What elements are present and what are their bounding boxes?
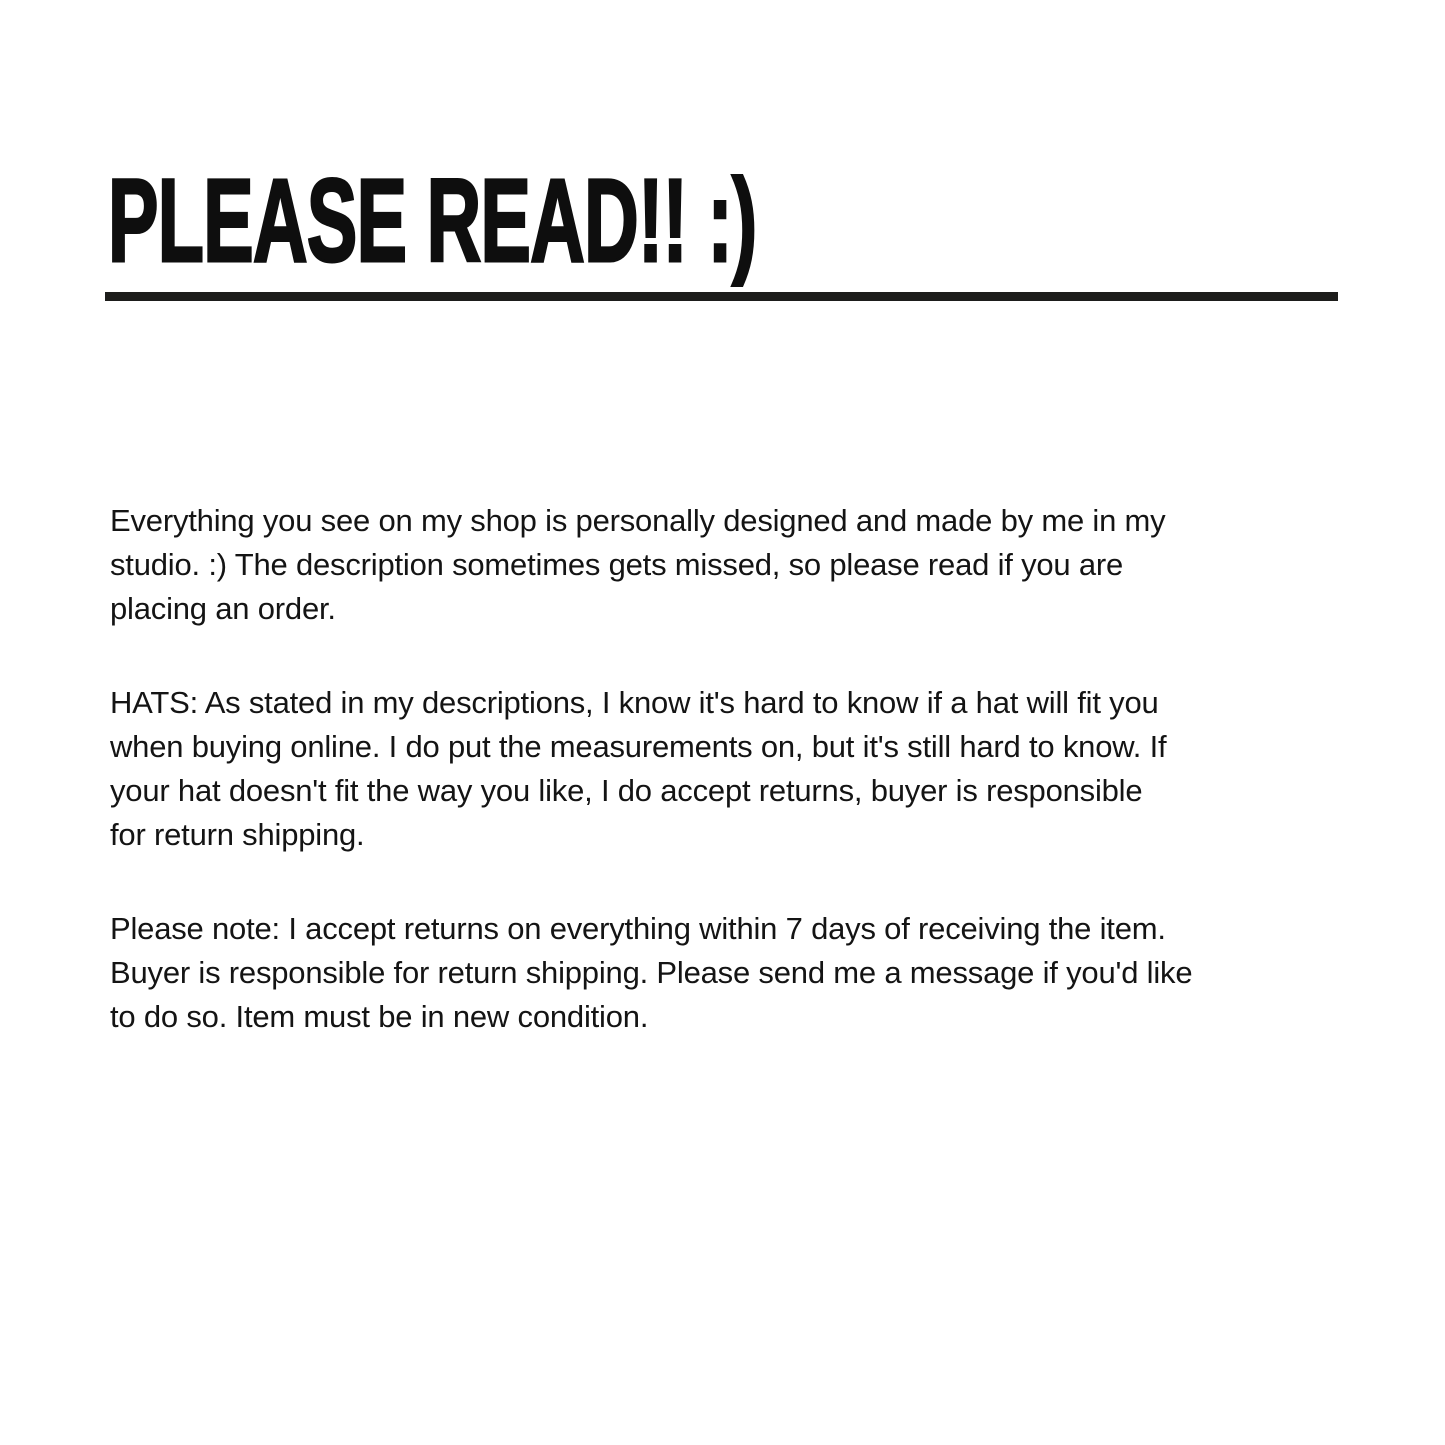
text-line: to do so. Item must be in new condition.: [110, 999, 649, 1034]
text-line: when buying online. I do put the measurements on, but it's still hard to know. If: [110, 729, 1167, 764]
text-line: Please note: I accept returns on everything within 7 days of receiving the item.: [110, 911, 1166, 946]
paragraph-returns-policy: [110, 907, 1370, 1039]
text-line: for return shipping.: [110, 817, 365, 852]
divider: [105, 292, 1338, 301]
paragraph-hats-policy: [110, 681, 1370, 857]
page-title: PLEASE READ!! :): [108, 155, 757, 287]
text-line: Buyer is responsible for return shipping. Please send me a message if you'd like: [110, 955, 1193, 990]
text-line: studio. :) The description sometimes gets missed, so please read if you are: [110, 547, 1124, 582]
text-line: HATS: As stated in my descriptions, I know it's hard to know if a hat will fit you: [110, 685, 1159, 720]
body-text: [110, 499, 1370, 1039]
paragraph-shop-intro: [110, 499, 1370, 631]
text-line: Everything you see on my shop is personally designed and made by me in my: [110, 503, 1166, 538]
text-line: your hat doesn't fit the way you like, I do accept returns, buyer is responsible: [110, 773, 1143, 808]
text-line: placing an order.: [110, 591, 336, 626]
